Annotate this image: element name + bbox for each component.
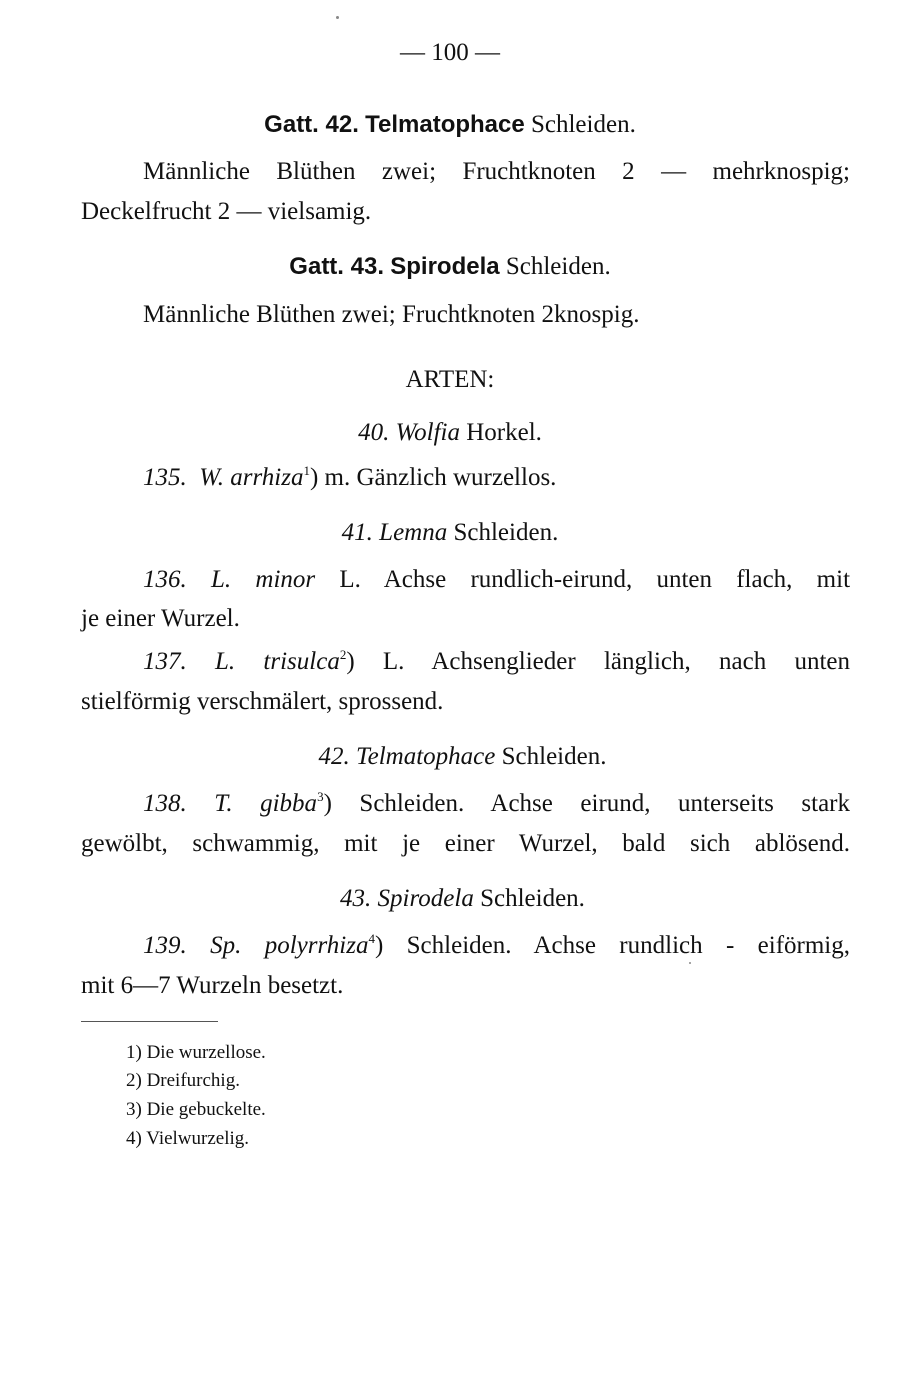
footnote: 2) Dreifurchig. <box>126 1070 240 1091</box>
genus-name: Telmatophace <box>356 743 496 770</box>
species-text-continued: gewölbt, schwammig, mit je einer Wurzel, bald sich ablösend. <box>81 830 850 857</box>
species-name: L. trisulca <box>215 648 340 675</box>
species-entry-138 <box>143 789 850 819</box>
species-number: 136. <box>143 566 187 593</box>
species-name: W. arrhiza <box>199 464 304 491</box>
species-text-continued: stielförmig verschmälert, sprossend. <box>81 688 444 715</box>
species-number: 135. <box>143 464 187 491</box>
print-speck <box>336 16 339 19</box>
genus-description-line: Männliche Blüthen zwei; Fruchtknoten 2knospig. <box>143 301 640 328</box>
species-text: ) m. Gänzlich wurzellos. <box>309 464 557 491</box>
species-text-continued: mit 6—7 Wurzeln besetzt. <box>81 972 344 999</box>
genus-description-line: Deckelfrucht 2 — vielsamig. <box>81 198 372 225</box>
genus-name: Spirodela <box>377 885 474 912</box>
species-entry-135 <box>143 463 556 493</box>
genus-heading-43 <box>0 252 900 282</box>
species-name: T. gibba <box>214 790 318 817</box>
species-text: ) Schleiden. Achse eirund, unterseits stark <box>323 790 850 817</box>
genus-entry-42 <box>0 742 900 772</box>
section-heading-arten: ARTEN: <box>405 366 495 393</box>
genus-author: Schleiden. <box>499 253 611 280</box>
print-speck <box>689 962 691 964</box>
species-name: Sp. polyrrhiza <box>210 932 369 959</box>
genus-author: Horkel. <box>459 419 542 446</box>
species-number: 137. <box>143 648 187 675</box>
footnote-marker: 2 <box>339 647 347 662</box>
footnote-marker: 4 <box>368 931 375 946</box>
genus-name: Telmatophace <box>365 111 525 138</box>
footnote-rule <box>81 1021 218 1022</box>
genus-name: Lemna <box>379 519 448 546</box>
genus-description-line: Männliche Blüthen zwei; Fruchtknoten 2 — mehrknospig; <box>143 158 850 185</box>
species-text-continued: je einer Wurzel. <box>81 605 240 632</box>
genus-label: Gatt. 42. <box>264 111 359 138</box>
genus-name: Wolfia <box>395 419 460 446</box>
species-text: ) Schleiden. Achse rundlich - eiförmig, <box>374 932 851 959</box>
species-name: L. minor <box>211 566 316 593</box>
genus-number: 40. <box>358 419 390 446</box>
genus-entry-43 <box>0 884 900 914</box>
species-number: 139. <box>143 932 187 959</box>
genus-author: Schleiden. <box>495 743 607 770</box>
genus-label: Gatt. 43. <box>289 253 384 280</box>
footnote: 4) Vielwurzelig. <box>126 1128 250 1149</box>
page-number: — 100 — <box>400 39 500 66</box>
species-number: 138. <box>143 790 187 817</box>
genus-author: Schleiden. <box>447 519 559 546</box>
species-entry-136 <box>143 565 850 595</box>
genus-author: Schleiden. <box>473 885 585 912</box>
footnote-marker: 3 <box>317 789 324 804</box>
footnote: 3) Die gebuckelte. <box>126 1099 266 1120</box>
genus-heading-42 <box>0 110 900 140</box>
genus-entry-41 <box>0 518 900 548</box>
species-text: ) L. Achsenglieder länglich, nach unten <box>346 648 850 675</box>
genus-author: Schleiden. <box>524 111 636 138</box>
footnote: 1) Die wurzellose. <box>126 1042 266 1063</box>
species-entry-137 <box>143 647 850 677</box>
genus-entry-40 <box>0 418 900 448</box>
species-entry-139 <box>143 931 850 961</box>
genus-number: 41. <box>341 519 373 546</box>
footnote-marker: 1 <box>303 463 310 478</box>
genus-number: 42. <box>318 743 350 770</box>
species-text: L. Achse rundlich-eirund, unten flach, mit <box>315 566 851 593</box>
genus-number: 43. <box>340 885 372 912</box>
genus-name: Spirodela <box>390 253 500 280</box>
